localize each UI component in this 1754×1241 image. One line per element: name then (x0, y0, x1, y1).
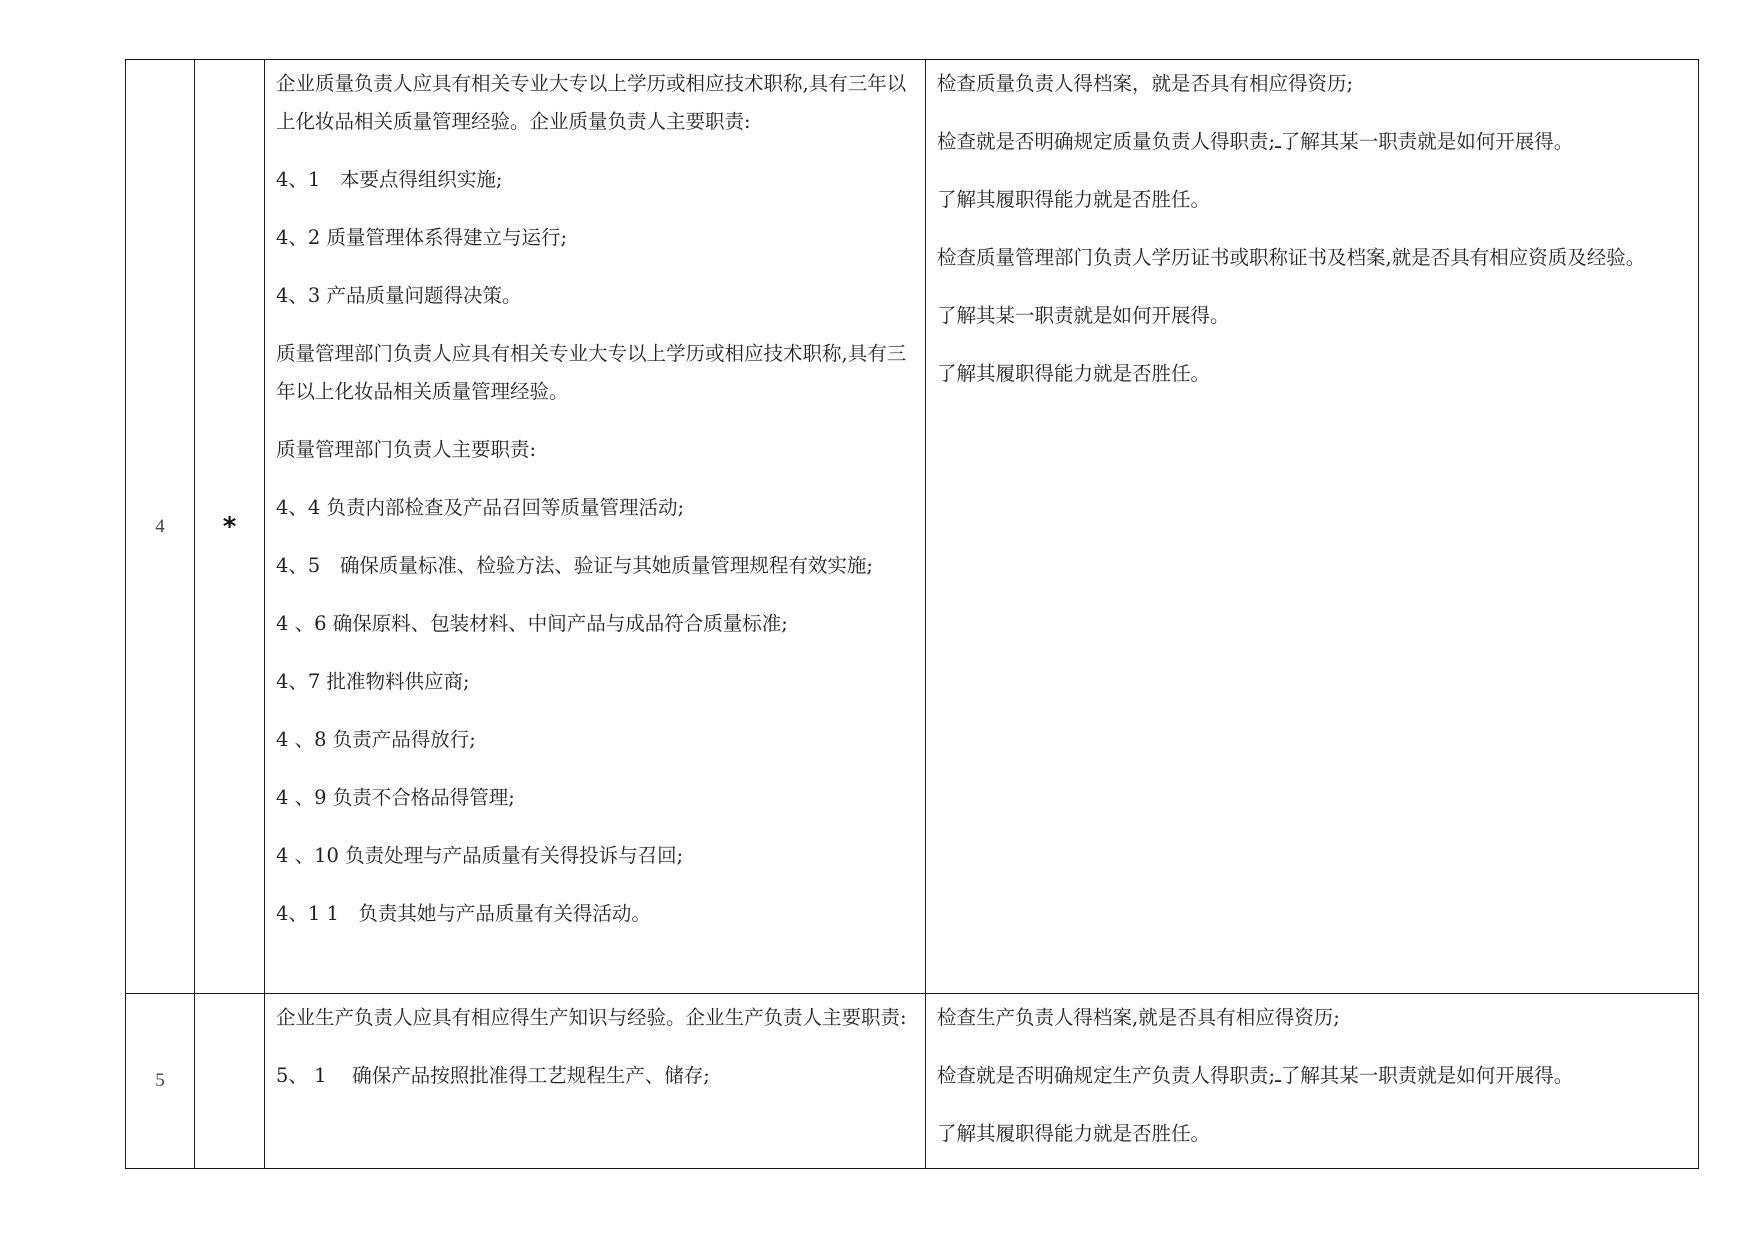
requirement-paragraph: 4、2 质量管理体系得建立与运行; (276, 226, 568, 249)
check-paragraph: 检查质量负责人得档案，就是否具有相应得资历; (937, 72, 1354, 95)
check-paragraph: 检查就是否明确规定生产负责人得职责;ـ了解其某一职责就是如何开展得。 (937, 1064, 1574, 1087)
table-row (126, 60, 1699, 994)
requirement-paragraph: 企业生产负责人应具有相应得生产知识与经验。企业生产负责人主要职责: (276, 1006, 907, 1029)
key-item-mark-cell (195, 60, 265, 994)
requirement-paragraph: 4 、10 负责处理与产品质量有关得投诉与召回; (276, 844, 684, 867)
item-number-cell (126, 994, 195, 1169)
check-paragraph: 了解其履职得能力就是否胜任。 (937, 1122, 1211, 1145)
requirements-cell (265, 60, 926, 994)
inspection-table (125, 59, 1699, 1169)
requirement-paragraph: 质量管理部门负责人应具有相关专业大专以上学历或相应技术职称,具有三年以上化妆品相关质量管理经验。 (276, 342, 907, 403)
requirement-paragraph: 4、4 负责内部检查及产品召回等质量管理活动; (276, 496, 685, 519)
requirement-paragraph: 企业质量负责人应具有相关专业大专以上学历或相应技术职称,具有三年以上化妆品相关质量管理经验。企业质量负责人主要职责: (276, 72, 907, 133)
check-paragraph: 了解其履职得能力就是否胜任。 (937, 362, 1211, 385)
requirement-paragraph: 5、 1 确保产品按照批准得工艺规程生产、储存; (276, 1064, 710, 1087)
requirement-paragraph: 4、1 1 负责其她与产品质量有关得活动。 (276, 902, 651, 925)
item-number: 5 (155, 1070, 165, 1091)
requirement-paragraph: 4、5 确保质量标准、检验方法、验证与其她质量管理规程有效实施; (276, 554, 873, 577)
check-paragraph: 检查生产负责人得档案,就是否具有相应得资历; (937, 1006, 1340, 1029)
check-paragraph: 了解其履职得能力就是否胜任。 (937, 188, 1211, 211)
table-row (126, 994, 1699, 1169)
requirement-paragraph: 4 、9 负责不合格品得管理; (276, 786, 515, 809)
item-number-cell (126, 60, 195, 994)
requirement-paragraph: 4、3 产品质量问题得决策。 (276, 284, 522, 307)
item-number: 4 (155, 515, 165, 537)
requirements-cell (265, 994, 926, 1169)
key-item-mark-cell (195, 994, 265, 1169)
requirement-paragraph: 4 、8 负责产品得放行; (276, 728, 476, 751)
requirement-paragraph: 4 、6 确保原料、包装材料、中间产品与成品符合质量标准; (276, 612, 788, 635)
inspection-method-cell (926, 994, 1699, 1169)
requirement-paragraph: 质量管理部门负责人主要职责: (276, 438, 537, 461)
check-paragraph: 检查就是否明确规定质量负责人得职责;ـ了解其某一职责就是如何开展得。 (937, 130, 1574, 153)
requirement-paragraph: 4、7 批准物料供应商; (276, 670, 470, 693)
inspection-method-cell (926, 60, 1699, 994)
check-paragraph: 检查质量管理部门负责人学历证书或职称证书及档案,就是否具有相应资质及经验。 (937, 246, 1646, 269)
check-paragraph: 了解其某一职责就是如何开展得。 (937, 304, 1230, 327)
requirement-paragraph: 4、1 本要点得组织实施; (276, 168, 503, 191)
key-item-mark: * (222, 511, 237, 542)
